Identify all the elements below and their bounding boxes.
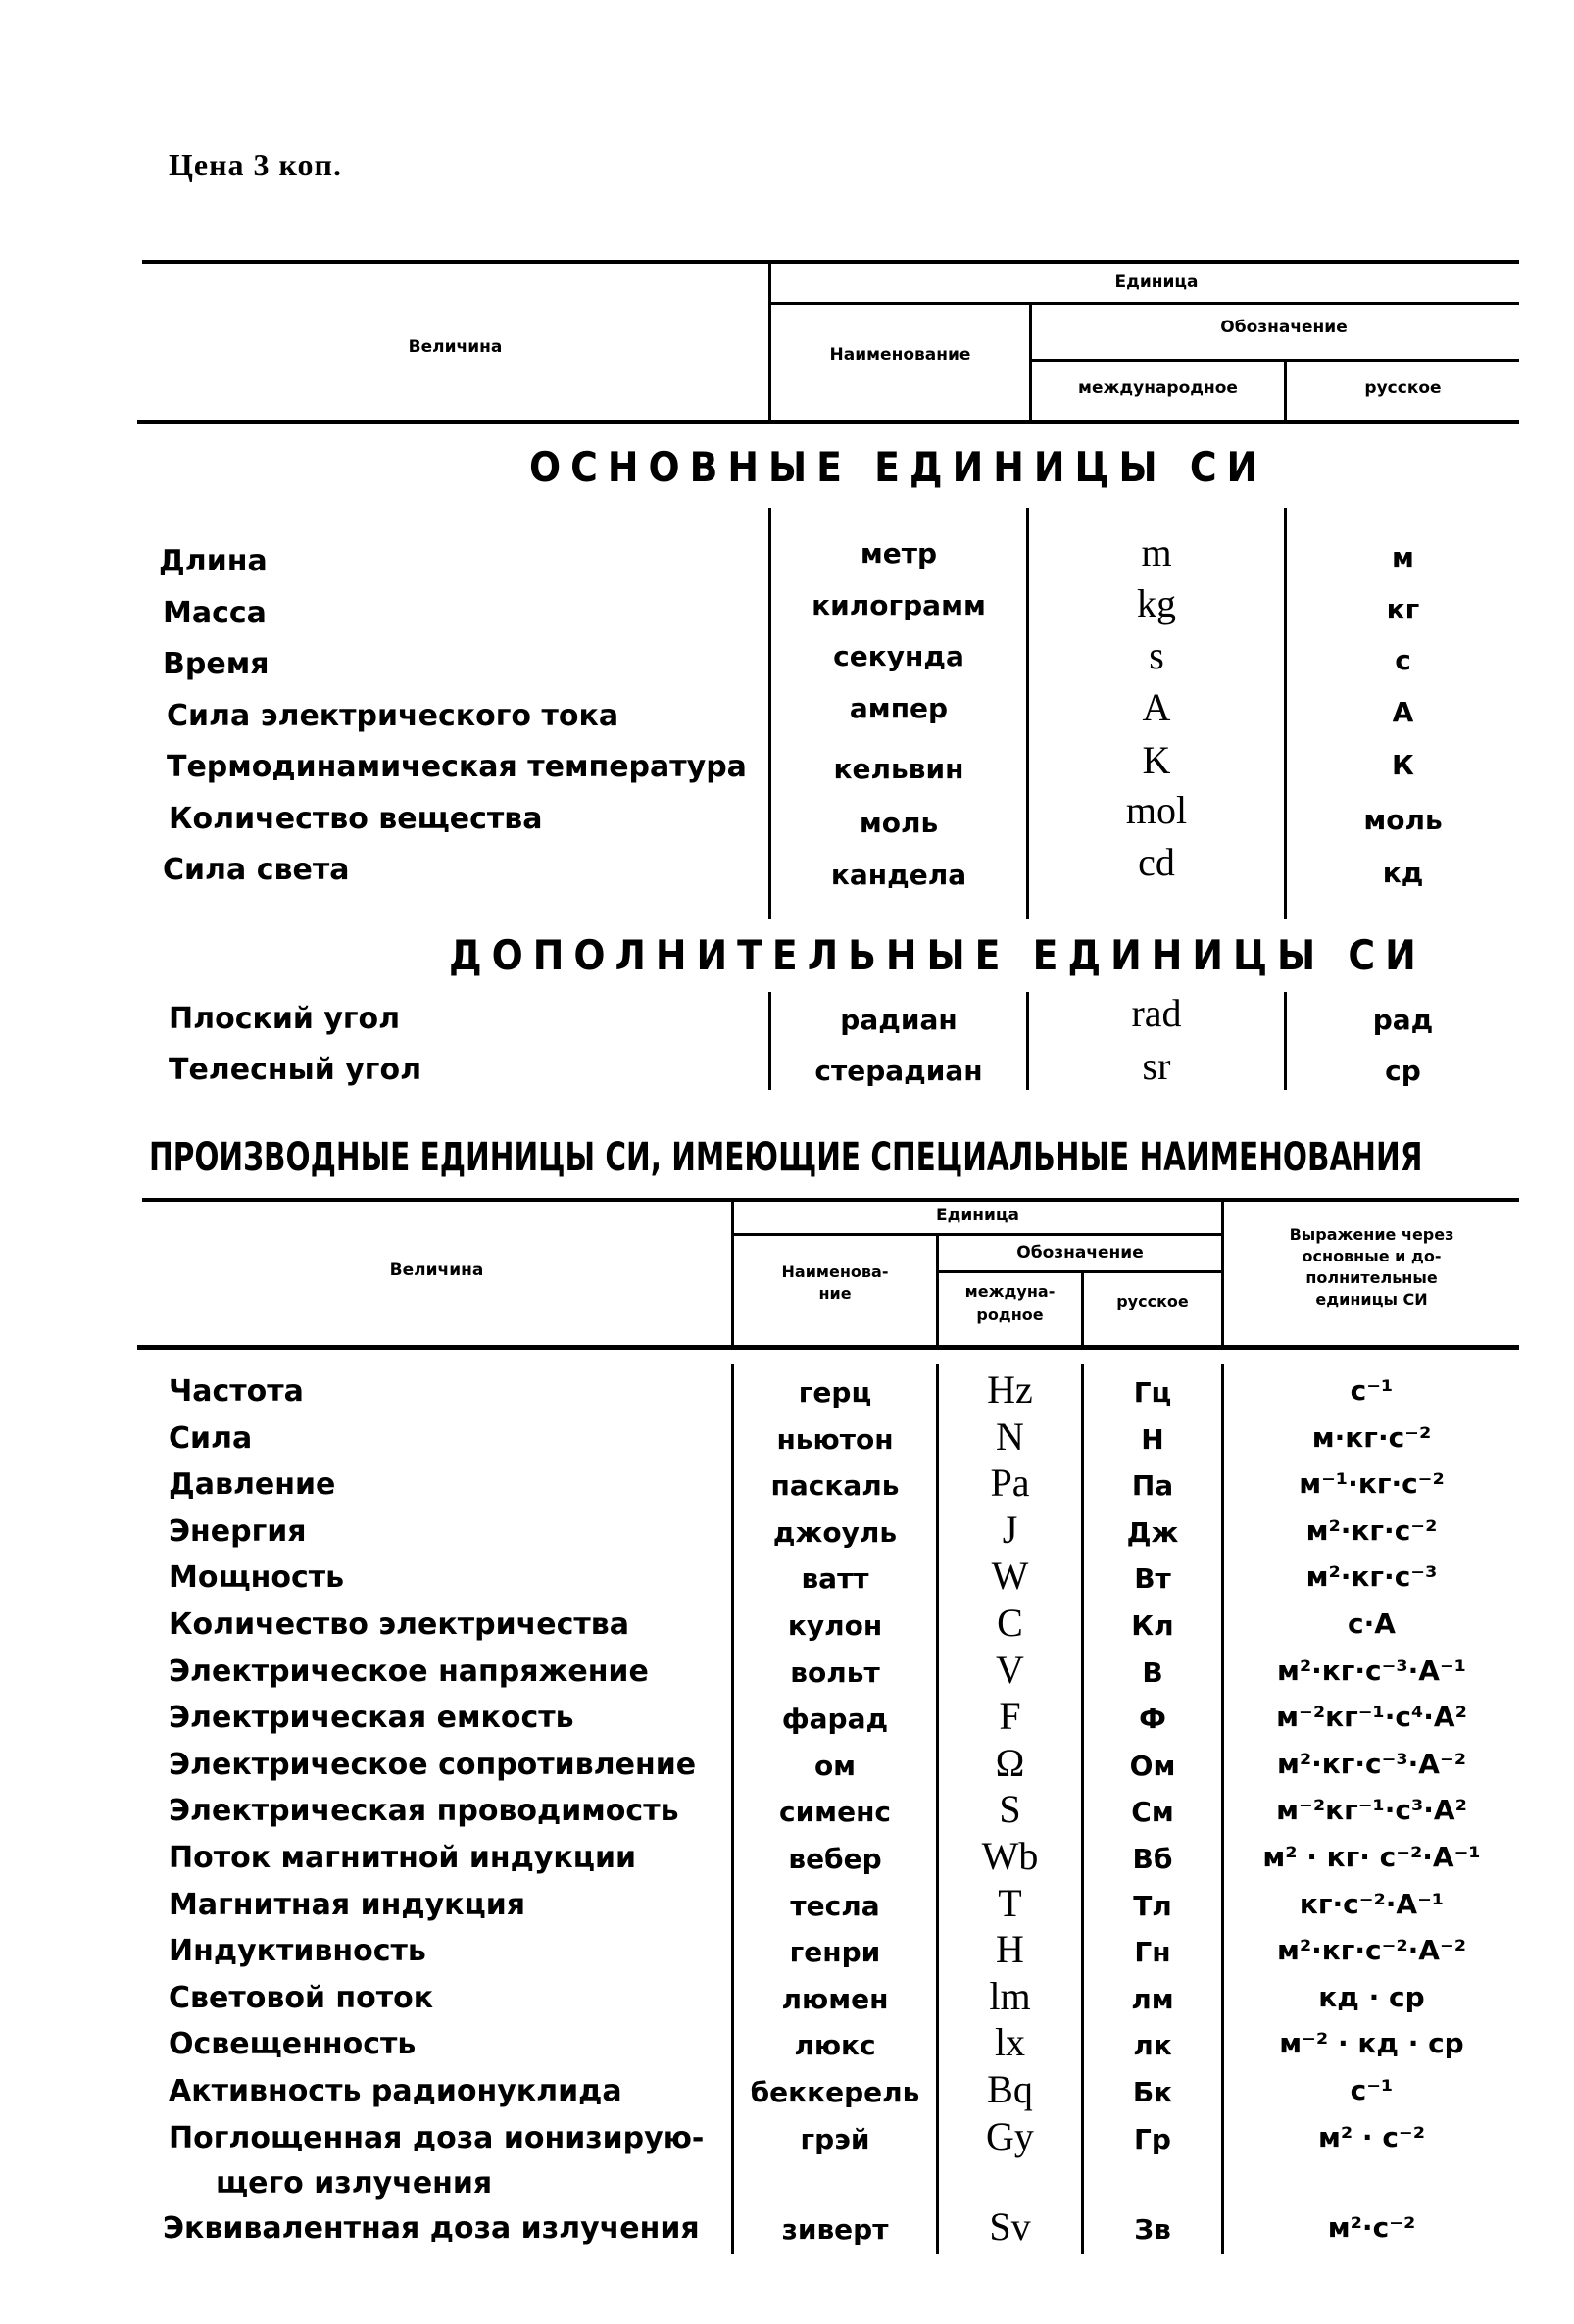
quantity-cell: Магнитная индукция: [169, 1888, 525, 1922]
unit-name-cell: тесла: [790, 1890, 880, 1922]
si-expression-cell: м⁻¹·кг·с⁻²: [1299, 1467, 1445, 1500]
quantity-cell: Электрическая проводимость: [169, 1794, 679, 1828]
header-expr-line2: основные и до-: [1302, 1247, 1442, 1265]
intl-symbol-cell: cd: [1138, 840, 1175, 884]
quantity-cell: Масса: [163, 596, 267, 630]
intl-symbol-cell: lx: [994, 2020, 1026, 2064]
quantity-cell: Освещенность: [169, 2027, 417, 2061]
si-expression-cell: с⁻¹: [1350, 1374, 1394, 1407]
unit-name-cell: килограмм: [812, 589, 986, 621]
price-label: Цена 3 коп.: [169, 147, 342, 182]
quantity-cell: Телесный угол: [169, 1053, 422, 1087]
ru-symbol-cell: моль: [1363, 804, 1443, 836]
unit-name-cell: кулон: [787, 1609, 883, 1642]
unit-name-cell: ом: [813, 1750, 857, 1782]
intl-symbol-cell: V: [996, 1648, 1024, 1692]
header-quantity: Величина: [408, 337, 503, 357]
header-intl-line1: междуна-: [964, 1282, 1056, 1301]
intl-symbol-cell: s: [1149, 633, 1164, 677]
intl-symbol-cell: F: [999, 1694, 1021, 1738]
si-expression-cell: м·кг·с⁻²: [1311, 1421, 1432, 1454]
header-name: Наименование: [829, 345, 971, 365]
intl-symbol-cell: kg: [1137, 581, 1176, 625]
unit-name-cell: радиан: [840, 1004, 958, 1036]
si-expression-cell: м²·кг·с⁻³·А⁻²: [1276, 1748, 1467, 1780]
ru-symbol-cell: Тл: [1133, 1890, 1172, 1922]
si-expression-cell: м²·кг·с⁻³: [1305, 1560, 1438, 1593]
unit-name-cell: генри: [789, 1936, 881, 1968]
ru-symbol-cell: Ф: [1139, 1703, 1166, 1735]
ru-symbol-cell: лм: [1131, 1983, 1174, 2015]
ru-symbol-cell: В: [1142, 1656, 1163, 1689]
ru-symbol-cell: с: [1395, 644, 1411, 676]
unit-name-cell: грэй: [800, 2123, 870, 2155]
header-unit: Единица: [1114, 272, 1199, 292]
unit-name-cell: секунда: [833, 640, 964, 672]
header-expr-line1: Выражение через: [1289, 1225, 1454, 1244]
intl-symbol-cell: T: [998, 1881, 1022, 1925]
header-name-line2: ние: [818, 1284, 852, 1303]
intl-symbol-cell: S: [999, 1787, 1021, 1831]
intl-symbol-cell: Wb: [981, 1834, 1039, 1878]
unit-name-cell: зиверт: [781, 2213, 889, 2246]
unit-name-cell: ньютон: [776, 1423, 894, 1456]
unit-name-cell: джоуль: [772, 1516, 898, 1549]
ru-symbol-cell: Вт: [1134, 1562, 1171, 1595]
unit-name-cell: стерадиан: [814, 1055, 983, 1087]
ru-symbol-cell: Дж: [1126, 1516, 1179, 1549]
unit-name-cell: люкс: [794, 2029, 876, 2061]
quantity-cell: Сила: [169, 1421, 253, 1456]
quantity-cell: Индуктивность: [169, 1934, 426, 1968]
quantity-cell: Мощность: [169, 1560, 345, 1595]
header-expr-line4: единицы СИ: [1315, 1290, 1428, 1309]
header-unit: Единица: [936, 1206, 1019, 1225]
quantity-cell: Поток магнитной индукции: [169, 1841, 637, 1875]
header-russian: русское: [1364, 378, 1442, 398]
ru-symbol-cell: кг: [1386, 593, 1420, 625]
quantity-cell: Энергия: [169, 1514, 307, 1549]
ru-symbol-cell: Гн: [1134, 1936, 1171, 1968]
intl-symbol-cell: sr: [1142, 1044, 1171, 1088]
quantity-cell: Количество вещества: [169, 802, 543, 836]
unit-name-cell: вебер: [788, 1843, 882, 1875]
intl-symbol-cell: lm: [989, 1974, 1031, 2018]
quantity-cell: Длина: [159, 544, 268, 578]
header-intl-line2: родное: [976, 1306, 1044, 1324]
intl-symbol-cell: Sv: [989, 2204, 1031, 2249]
ru-symbol-cell: Вб: [1132, 1843, 1173, 1875]
ru-symbol-cell: См: [1131, 1796, 1174, 1828]
si-expression-cell: м⁻²кг⁻¹·с³·А²: [1276, 1794, 1467, 1826]
quantity-cell: Активность радионуклида: [169, 2074, 622, 2108]
intl-symbol-cell: Gy: [986, 2114, 1034, 2158]
si-expression-cell: м⁻² · кд · ср: [1279, 2027, 1464, 2059]
intl-symbol-cell: C: [997, 1601, 1023, 1645]
ru-symbol-cell: кд: [1382, 857, 1424, 889]
section-title-base-units: ОСНОВНЫЕ ЕДИНИЦЫ СИ: [529, 443, 1268, 491]
si-expression-cell: кд · ср: [1318, 1981, 1425, 2013]
unit-name-cell: ампер: [849, 692, 949, 724]
intl-symbol-cell: Hz: [987, 1367, 1033, 1411]
quantity-cell: Сила электрического тока: [167, 699, 619, 733]
unit-name-cell: моль: [859, 807, 939, 839]
si-expression-cell: с⁻¹: [1350, 2074, 1394, 2106]
ru-symbol-cell: Ом: [1129, 1750, 1176, 1782]
quantity-cell: Количество электричества: [169, 1607, 629, 1642]
intl-symbol-cell: mol: [1125, 788, 1188, 832]
ru-symbol-cell: рад: [1372, 1004, 1434, 1036]
header-quantity: Величина: [389, 1261, 484, 1280]
ru-symbol-cell: Па: [1131, 1469, 1174, 1502]
si-expression-cell: м² · с⁻²: [1318, 2121, 1425, 2153]
si-expression-cell: кг·с⁻²·А⁻¹: [1299, 1888, 1445, 1920]
intl-symbol-cell: W: [991, 1554, 1029, 1598]
intl-symbol-cell: Ω: [995, 1741, 1025, 1785]
unit-name-cell: ватт: [801, 1562, 869, 1595]
si-expression-cell: м²·с⁻²: [1327, 2211, 1416, 2244]
quantity-cell: Давление: [169, 1467, 336, 1502]
quantity-cell: Термодинамическая температура: [167, 750, 747, 784]
si-expression-cell: м²·кг·с⁻³·А⁻¹: [1276, 1655, 1467, 1687]
unit-name-cell: беккерель: [750, 2076, 920, 2108]
header-designation: Обозначение: [1220, 318, 1348, 337]
header-name-line1: Наименова-: [781, 1262, 889, 1281]
ru-symbol-cell: Бк: [1132, 2076, 1173, 2108]
intl-symbol-cell: J: [1002, 1508, 1018, 1552]
header-international: международное: [1078, 378, 1238, 398]
si-expression-cell: м²·кг·с⁻²: [1305, 1514, 1438, 1547]
quantity-cell: Плоский угол: [169, 1002, 401, 1036]
section-title-derived-units: ПРОИЗВОДНЫЕ ЕДИНИЦЫ СИ, ИМЕЮЩИЕ СПЕЦИАЛЬНЫЕ НАИМЕНОВАНИЯ: [149, 1135, 1423, 1180]
si-expression-cell: с·А: [1348, 1607, 1396, 1640]
ru-symbol-cell: Зв: [1134, 2213, 1171, 2246]
intl-symbol-cell: m: [1141, 530, 1172, 574]
header-expr-line3: полнительные: [1305, 1268, 1438, 1287]
quantity-cell: Сила света: [163, 853, 350, 887]
unit-name-cell: метр: [860, 537, 938, 569]
ru-symbol-cell: Гц: [1133, 1376, 1172, 1409]
unit-name-cell: вольт: [790, 1656, 880, 1689]
unit-name-cell: кельвин: [833, 753, 964, 785]
intl-symbol-cell: A: [1142, 685, 1171, 729]
quantity-cell: Световой поток: [169, 1981, 434, 2015]
quantity-cell: Эквивалентная доза излучения: [163, 2211, 700, 2246]
unit-name-cell: люмен: [781, 1983, 889, 2015]
intl-symbol-cell: Bq: [987, 2067, 1033, 2111]
intl-symbol-cell: H: [996, 1927, 1024, 1971]
unit-name-cell: кандела: [830, 859, 967, 891]
unit-name-cell: фарад: [781, 1703, 889, 1735]
ru-symbol-cell: К: [1392, 749, 1414, 781]
intl-symbol-cell: Pa: [990, 1460, 1030, 1505]
quantity-cell: Время: [163, 647, 270, 681]
intl-symbol-cell: K: [1142, 738, 1171, 782]
unit-name-cell: герц: [798, 1376, 872, 1409]
quantity-cell-continuation: щего излучения: [216, 2166, 493, 2200]
unit-name-cell: паскаль: [770, 1469, 900, 1502]
intl-symbol-cell: N: [996, 1414, 1024, 1459]
quantity-cell: Электрическая емкость: [169, 1701, 574, 1735]
unit-name-cell: сименс: [778, 1796, 892, 1828]
si-expression-cell: м² · кг· с⁻²·А⁻¹: [1262, 1841, 1481, 1873]
quantity-cell: Электрическое сопротивление: [169, 1748, 697, 1782]
quantity-cell: Поглощенная доза ионизирую-: [169, 2121, 705, 2155]
ru-symbol-cell: лк: [1133, 2029, 1172, 2061]
header-designation: Обозначение: [1016, 1243, 1144, 1262]
intl-symbol-cell: rad: [1131, 991, 1182, 1035]
quantity-cell: Частота: [169, 1374, 304, 1409]
ru-symbol-cell: м: [1392, 541, 1414, 573]
si-expression-cell: м²·кг·с⁻²·А⁻²: [1276, 1934, 1467, 1966]
ru-symbol-cell: ср: [1385, 1055, 1421, 1087]
ru-symbol-cell: Кл: [1131, 1609, 1174, 1642]
ru-symbol-cell: Гр: [1134, 2123, 1171, 2155]
header-russian: русское: [1116, 1292, 1189, 1310]
ru-symbol-cell: Н: [1141, 1423, 1164, 1456]
quantity-cell: Электрическое напряжение: [169, 1655, 649, 1689]
section-title-additional-units: ДОПОЛНИТЕЛЬНЫЕ ЕДИНИЦЫ СИ: [449, 931, 1426, 979]
ru-symbol-cell: А: [1392, 696, 1414, 728]
si-expression-cell: м⁻²кг⁻¹·с⁴·А²: [1276, 1701, 1467, 1733]
